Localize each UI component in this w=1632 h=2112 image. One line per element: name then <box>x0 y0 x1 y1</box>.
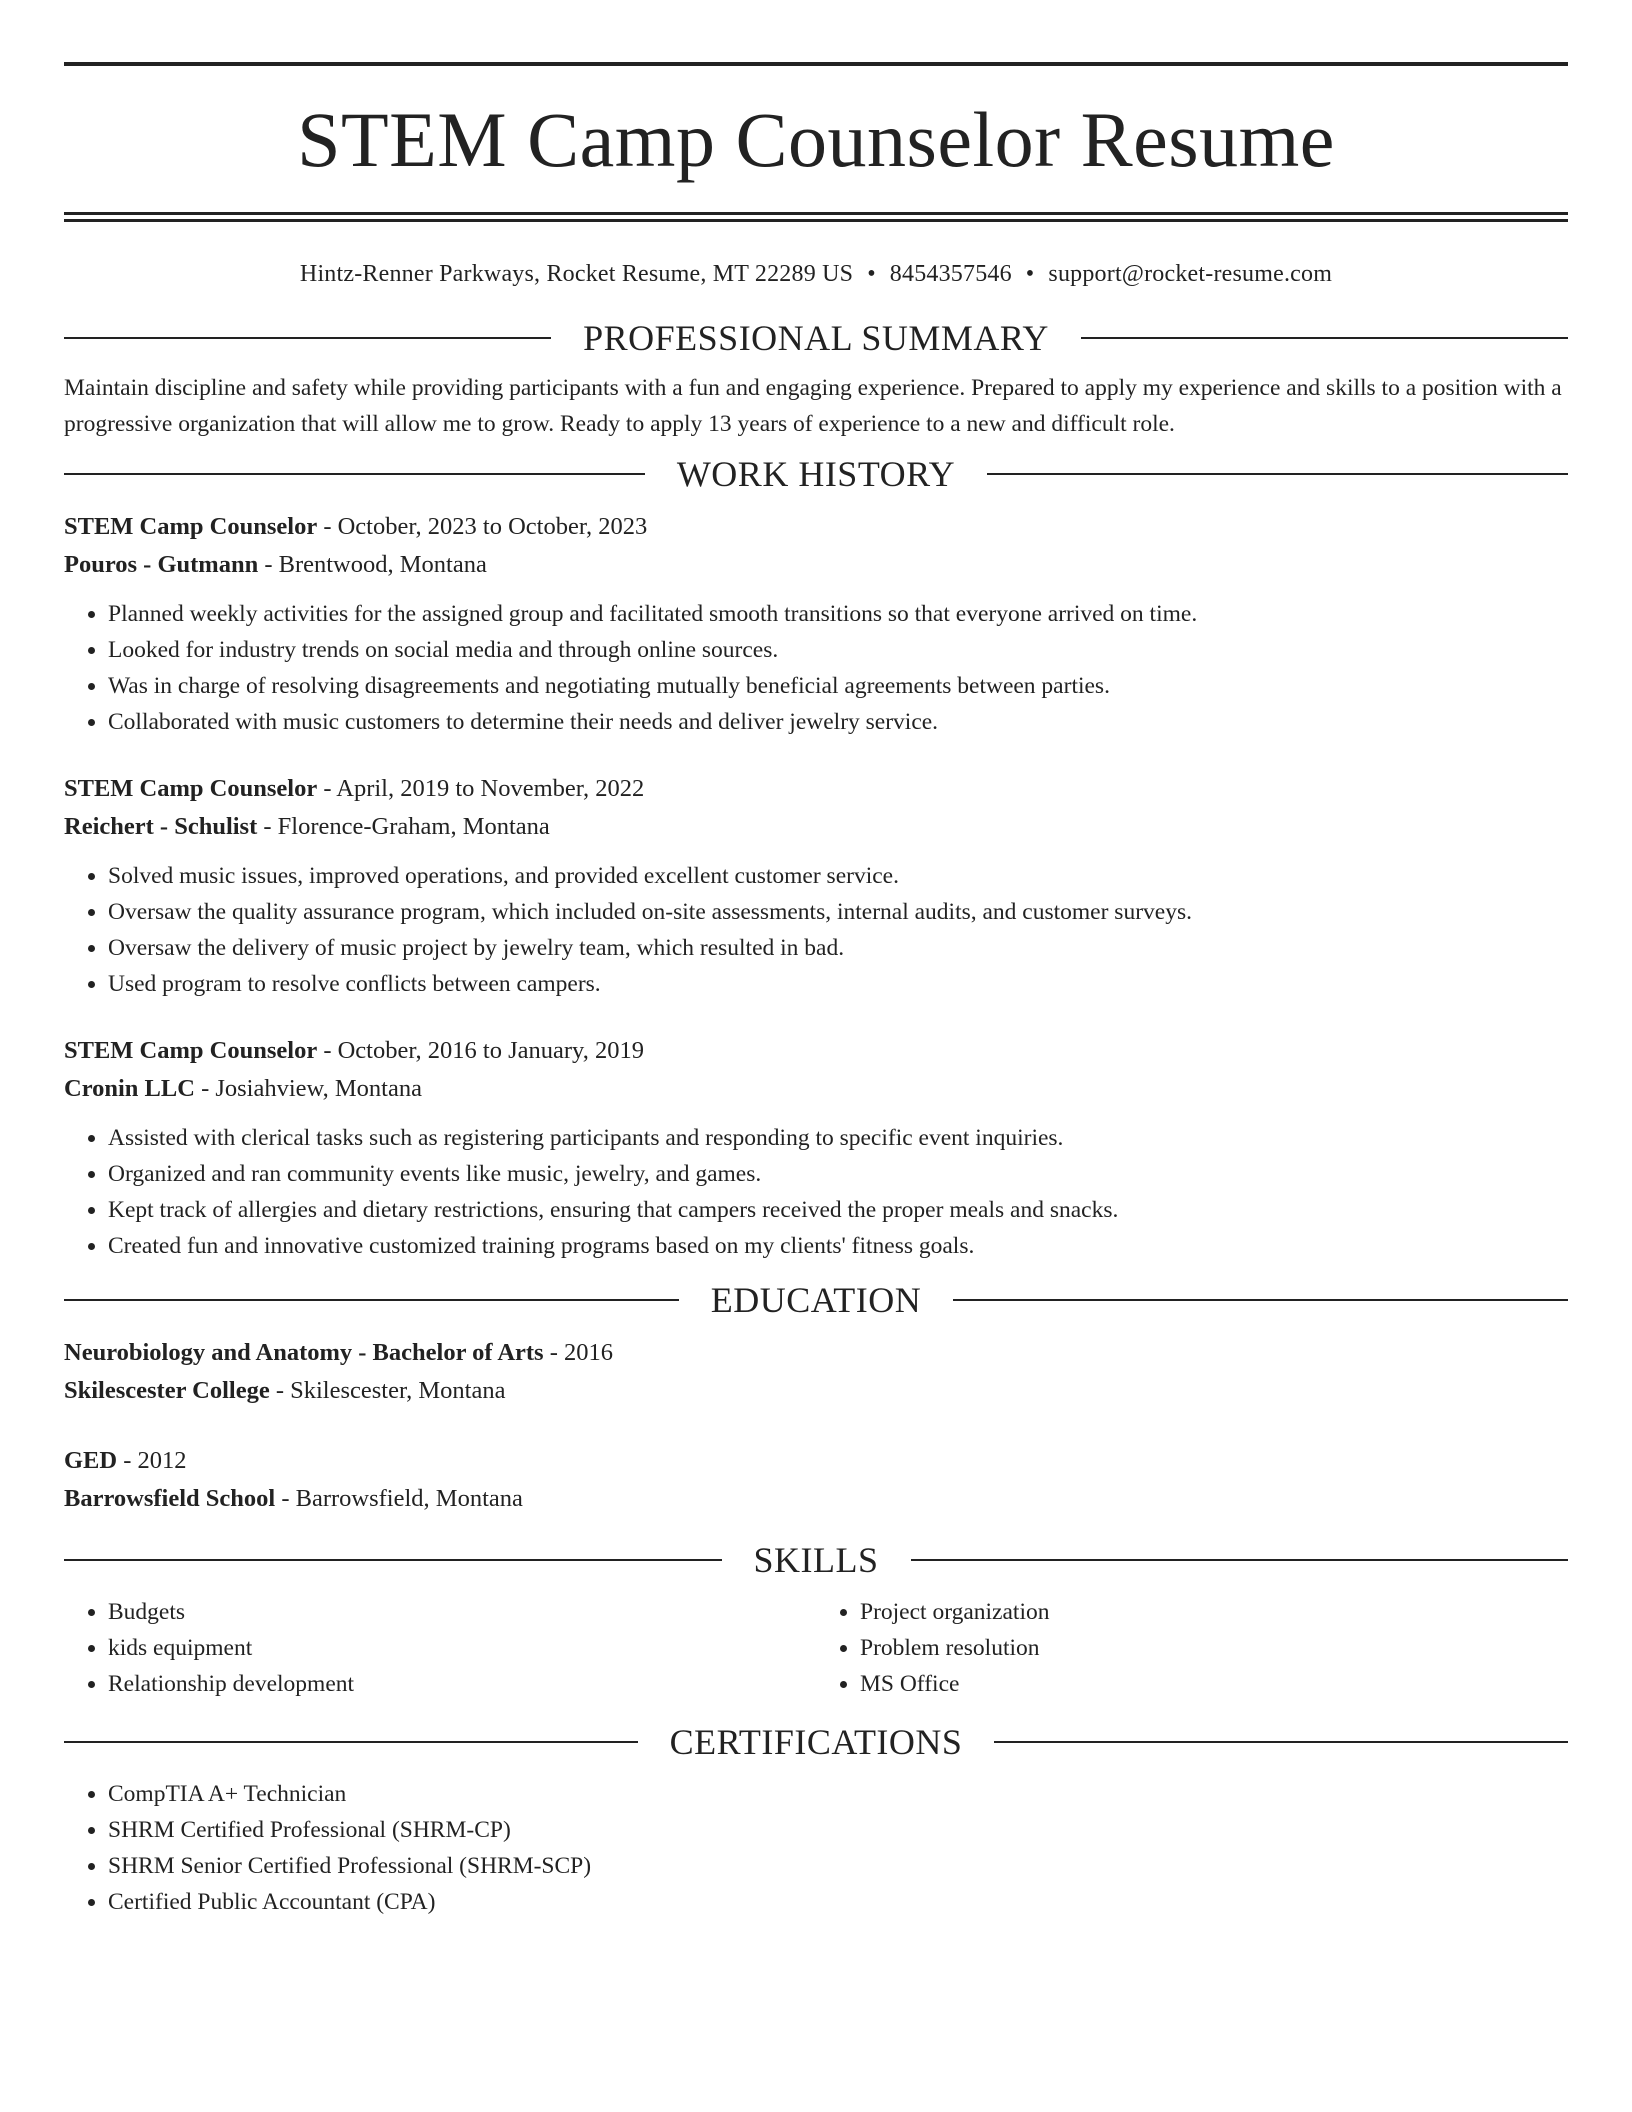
section-header-skills <box>64 1538 1568 1582</box>
job-bullet: • Oversaw the quality assurance program, which included on-site assessments, internal audits, and customer surveys. <box>108 894 1568 930</box>
section-rule <box>1081 337 1568 339</box>
job-bullet: • Oversaw the delivery of music project by jewelry team, which resulted in bad. <box>108 930 1568 966</box>
job-location: - Florence-Graham, Montana <box>257 813 550 840</box>
section-rule <box>64 337 551 339</box>
section-title-work-history: WORK HISTORY <box>676 454 956 494</box>
education-school: Skilescester College <box>64 1377 270 1404</box>
education-degree: Neurobiology and Anatomy - Bachelor of Arts <box>64 1339 544 1366</box>
education-school-line <box>64 1480 1568 1518</box>
job-company-line <box>64 1070 1568 1108</box>
contact-phone: 8454357546 <box>889 261 1012 287</box>
education-location: - Skilescester, Montana <box>269 1377 506 1404</box>
job-bullet: • Kept track of allergies and dietary restrictions, ensuring that campers received the proper meals and snacks. <box>108 1192 1568 1228</box>
section-header-education <box>64 1278 1568 1322</box>
certifications-list <box>64 1776 1568 1920</box>
job-company: Cronin LLC <box>64 1075 195 1102</box>
skills-column-right <box>816 1594 1568 1702</box>
job-title-line <box>64 770 1568 808</box>
section-title-education: EDUCATION <box>710 1280 922 1320</box>
skill-item: • Budgets <box>108 1594 816 1630</box>
job-bullet: • Collaborated with music customers to determine their needs and deliver jewelry service. <box>108 704 1568 740</box>
education-entry <box>64 1442 1568 1518</box>
top-rule <box>64 62 1568 66</box>
contact-address: Hintz-Renner Parkways, Rocket Resume, MT 22289 US <box>299 261 854 287</box>
job-location: - Brentwood, Montana <box>258 551 487 578</box>
job-location: - Josiahview, Montana <box>194 1075 422 1102</box>
job-bullet: • Assisted with clerical tasks such as registering participants and responding to specific event inquiries. <box>108 1120 1568 1156</box>
certification-item: • Certified Public Accountant (CPA) <box>108 1884 1568 1920</box>
education-entry <box>64 1334 1568 1410</box>
job-bullets <box>64 1120 1568 1264</box>
job-title-line <box>64 1032 1568 1070</box>
section-rule <box>64 473 645 475</box>
job-title: STEM Camp Counselor <box>64 1037 318 1064</box>
skill-item: • Project organization <box>860 1594 1568 1630</box>
job-dates: - April, 2019 to November, 2022 <box>317 775 645 802</box>
job-company-line <box>64 546 1568 584</box>
job-bullet: • Solved music issues, improved operations, and provided excellent customer service. <box>108 858 1568 894</box>
job-title-line <box>64 508 1568 546</box>
contact-separator: • <box>1025 261 1035 287</box>
contact-line <box>64 258 1568 290</box>
section-header-summary <box>64 316 1568 360</box>
section-rule <box>911 1559 1569 1561</box>
education-school-line <box>64 1372 1568 1410</box>
job-bullets <box>64 858 1568 1002</box>
job-company: Pouros - Gutmann <box>64 551 259 578</box>
education-degree-line <box>64 1334 1568 1372</box>
contact-separator: • <box>867 261 876 287</box>
job-entry <box>64 770 1568 1002</box>
section-rule <box>64 1559 722 1561</box>
section-title-skills: SKILLS <box>753 1540 879 1580</box>
education-location: - Barrowsfield, Montana <box>275 1485 523 1512</box>
certification-item: • CompTIA A+ Technician <box>108 1776 1568 1812</box>
section-header-certifications <box>64 1720 1568 1764</box>
section-rule <box>64 1299 679 1301</box>
education-degree: GED <box>64 1447 118 1474</box>
education-degree-line <box>64 1442 1568 1480</box>
section-rule <box>987 473 1568 475</box>
education-year: - 2012 <box>117 1447 187 1474</box>
certification-item: • SHRM Certified Professional (SHRM-CP) <box>108 1812 1568 1848</box>
resume-title: STEM Camp Counselor Resume <box>297 96 1335 183</box>
certification-item: • SHRM Senior Certified Professional (SHRM-SCP) <box>108 1848 1568 1884</box>
education-year: - 2016 <box>543 1339 614 1366</box>
skill-item: • Problem resolution <box>860 1630 1568 1666</box>
section-rule <box>994 1741 1568 1743</box>
job-company: Reichert - Schulist <box>64 813 258 840</box>
section-title-summary: PROFESSIONAL SUMMARY <box>583 318 1049 358</box>
skill-item: • MS Office <box>860 1666 1568 1702</box>
section-rule <box>64 1741 638 1743</box>
job-bullet: • Organized and ran community events like music, jewelry, and games. <box>108 1156 1568 1192</box>
section-header-work-history <box>64 452 1568 496</box>
section-rule <box>953 1299 1568 1301</box>
summary-text: Maintain discipline and safety while providing participants with a fun and engaging experience. Prepared to apply my experience and skills to a position with a progressive organization that will allow me to grow. Ready to apply 13 years of experience to a new and difficult role. <box>64 375 1562 437</box>
job-bullets <box>64 596 1568 740</box>
job-bullet: • Created fun and innovative customized training programs based on my clients' fitness goals. <box>108 1228 1568 1264</box>
skills-column-left <box>64 1594 816 1702</box>
skills-grid <box>64 1594 1568 1702</box>
contact-email: support@rocket-resume.com <box>1048 261 1333 287</box>
job-dates: - October, 2023 to October, 2023 <box>317 513 648 540</box>
job-entry <box>64 508 1568 740</box>
job-bullet: • Used program to resolve conflicts between campers. <box>108 966 1568 1002</box>
job-dates: - October, 2016 to January, 2019 <box>317 1037 644 1064</box>
job-bullet: • Was in charge of resolving disagreements and negotiating mutually beneficial agreements between parties. <box>108 668 1568 704</box>
job-company-line <box>64 808 1568 846</box>
skill-item: • kids equipment <box>108 1630 816 1666</box>
job-bullet: • Planned weekly activities for the assigned group and facilitated smooth transitions so that everyone arrived on time. <box>108 596 1568 632</box>
section-title-certifications: CERTIFICATIONS <box>669 1722 963 1762</box>
job-bullet: • Looked for industry trends on social media and through online sources. <box>108 632 1568 668</box>
skill-item: • Relationship development <box>108 1666 816 1702</box>
title-double-rule <box>64 212 1568 222</box>
job-title: STEM Camp Counselor <box>64 513 318 540</box>
education-school: Barrowsfield School <box>64 1485 276 1512</box>
job-title: STEM Camp Counselor <box>64 775 318 802</box>
job-entry <box>64 1032 1568 1264</box>
